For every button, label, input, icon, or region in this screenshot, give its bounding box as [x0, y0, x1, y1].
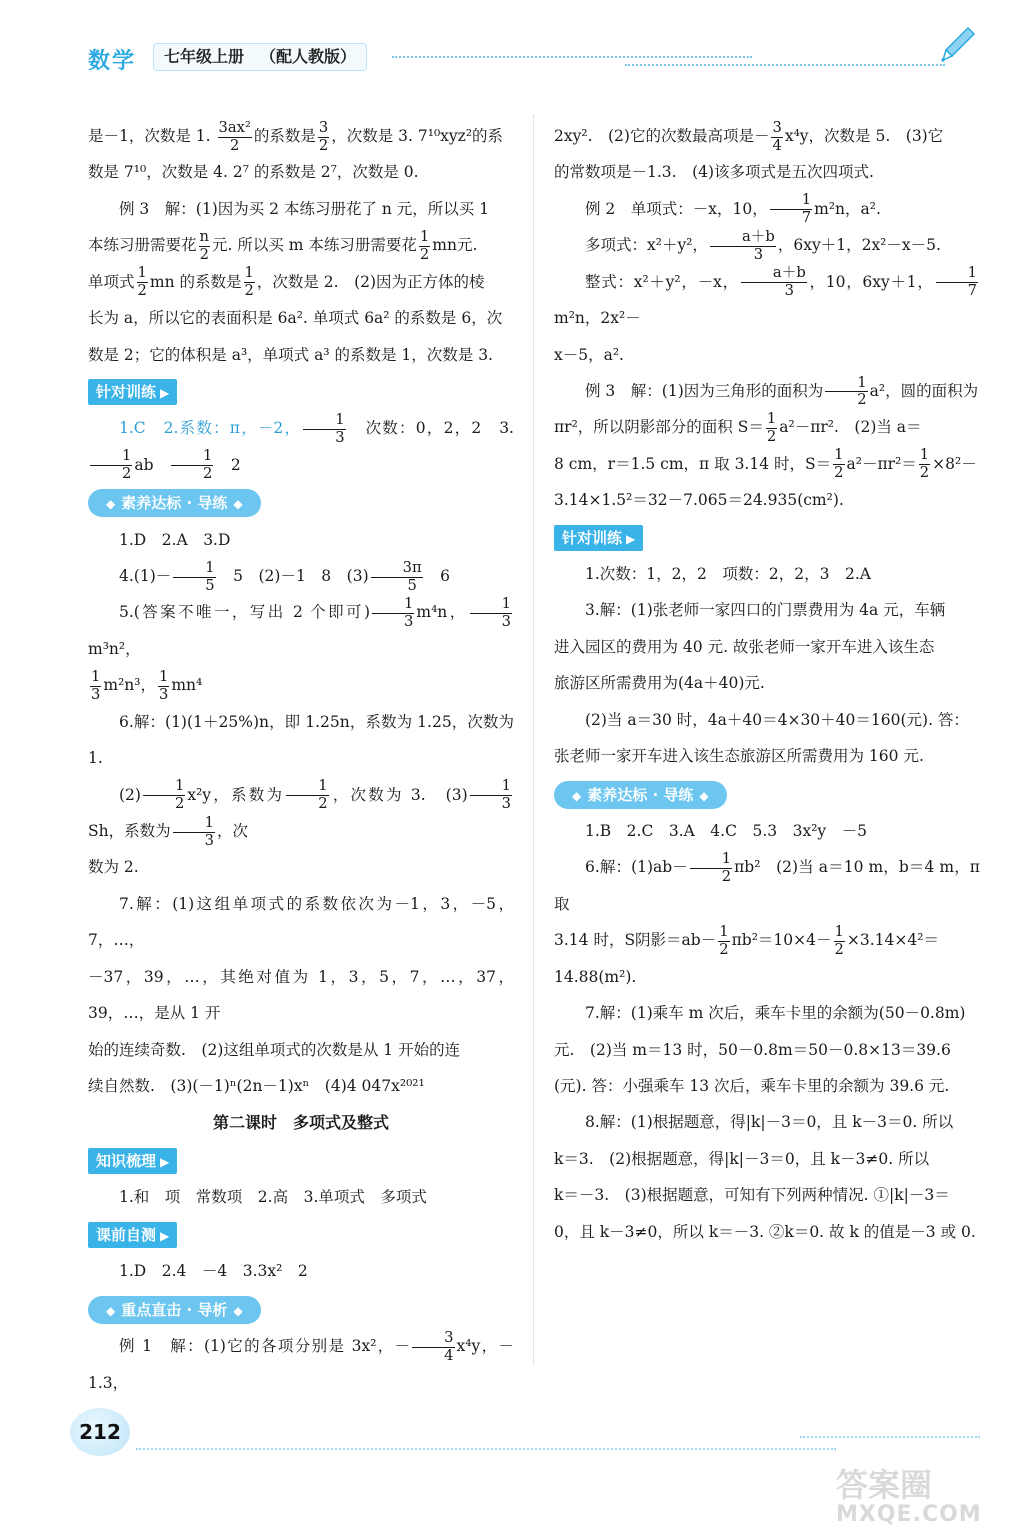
text-run: ，次数是 2. (2)因为正方体的棱	[256, 272, 485, 291]
answer-line: (2)当 a＝30 时，4a＋40＝4×30＋40＝160(元). 答：	[585, 710, 969, 729]
answer-line: 1.和 项 常数项 2.高 3.单项式 多项式	[119, 1188, 427, 1207]
text-run: 5 (2)－1 8 (3)	[217, 567, 369, 586]
denominator: 2	[244, 282, 254, 300]
denominator: 3	[204, 831, 214, 849]
tag-label: 针对训练	[96, 382, 157, 401]
denominator: 3	[91, 685, 101, 703]
example-2-line	[554, 191, 980, 227]
example-3-line	[554, 373, 980, 409]
text-run: mn⁴	[171, 676, 203, 695]
watermark-url: MXQE.COM	[836, 1502, 982, 1528]
text-line	[88, 118, 514, 154]
denominator: 2	[137, 282, 147, 300]
fraction	[173, 815, 215, 850]
text-line: 的常数项是－1.3. (4)该多项式是五次四项式.	[554, 163, 874, 182]
page-number: 212	[70, 1408, 130, 1456]
left-column	[88, 118, 514, 1401]
numerator: 1	[419, 227, 430, 245]
text-run: 多项式：x²＋y²，	[585, 236, 708, 255]
grade-label: 七年级上册	[164, 47, 245, 66]
numerator: a＋b	[710, 229, 776, 247]
numerator: 1	[137, 264, 147, 282]
text-run: m⁴n，	[416, 603, 468, 622]
section-pill-key-points	[88, 1296, 261, 1324]
denominator: 2	[174, 795, 185, 813]
answer-line: 14.88(m²).	[554, 967, 637, 986]
text-run: a²，圆的面积为	[869, 381, 979, 400]
answer-line: 旅游区所需费用为(4a＋40)元.	[554, 674, 765, 693]
numerator: 1	[834, 446, 844, 464]
answer-line: 0，且 k－3≠0，所以 k＝－3. ②k＝0. 故 k 的值是－3 或 0.	[554, 1222, 976, 1241]
numerator: 1	[158, 667, 169, 685]
text-line	[88, 264, 514, 300]
denominator: 2	[318, 795, 328, 813]
text-line: 长为 a，所以它的表面积是 6a². 单项式 6a² 的系数是 6，次	[88, 309, 503, 328]
watermark-logo	[836, 1468, 982, 1527]
text-line: 数是 7¹⁰，次数是 4. 2⁷ 的系数是 2⁷，次数是 0.	[88, 163, 419, 182]
grade-box	[153, 43, 367, 71]
denominator: 2	[919, 464, 930, 482]
fraction	[833, 447, 844, 482]
denominator: 3	[501, 795, 511, 813]
answer-line	[88, 558, 514, 594]
text-line	[88, 227, 514, 263]
denominator: 2	[230, 136, 240, 154]
text-run: 6.解：(1)ab－	[585, 858, 688, 877]
text-line: x－5，a².	[554, 345, 624, 364]
fraction	[690, 851, 732, 886]
text-line	[554, 264, 980, 337]
text-line: 数是 2；它的体积是 a³，单项式 a³ 的系数是 1，次数是 3.	[88, 345, 493, 364]
denominator: 2	[419, 245, 430, 263]
text-run: 是－1，次数是 1.	[88, 127, 211, 145]
diamond-icon: ◆	[233, 497, 243, 512]
numerator: 1	[936, 265, 978, 283]
fraction	[303, 412, 345, 447]
denominator: 3	[335, 428, 345, 446]
numerator: 1	[770, 192, 812, 210]
denominator: 2	[199, 245, 209, 263]
numerator: 1	[244, 264, 254, 282]
text-run: 本练习册需要花	[88, 236, 197, 255]
fraction	[371, 560, 423, 595]
fraction	[936, 265, 978, 300]
text-run: ，次	[216, 822, 248, 841]
text-line	[554, 409, 980, 445]
numerator: 1	[834, 922, 844, 940]
fraction	[286, 778, 328, 813]
answer-line: 数为 2.	[88, 858, 139, 877]
answer-line: k＝－3. (3)根据题意，可知有下列两种情况. ①|k|－3＝	[554, 1186, 950, 1205]
numerator: 1	[91, 667, 101, 685]
section-tag-targeted-training	[554, 525, 643, 551]
text-run: 5.(答案不唯一，写出 2 个即可)	[119, 603, 370, 622]
fraction	[825, 375, 867, 410]
text-run: 例 1 解：(1)它的各项分别是 3x²，－	[119, 1337, 411, 1356]
numerator: 1	[286, 778, 328, 796]
text-run: πr²，所以阴影部分的面积 S＝	[554, 418, 764, 437]
fraction	[741, 265, 807, 300]
answer-line	[88, 594, 514, 667]
text-line	[554, 227, 980, 263]
text-run: (2)	[119, 785, 141, 804]
fraction	[470, 596, 512, 631]
text-run: m²n³，	[103, 676, 156, 695]
pill-label: 重点直击 · 导析	[121, 1300, 228, 1319]
text-run: 2	[215, 455, 241, 474]
denominator: 3	[501, 612, 511, 630]
answer-line: 1.D 2.4 －4 3.3x² 2	[119, 1262, 308, 1281]
answer-line: 7.解：(1)乘车 m 次后，乘车卡里的余额为(50－0.8m)	[585, 1004, 966, 1023]
header-dotted-line	[392, 56, 752, 58]
edition-label: （配人教版）	[260, 47, 357, 66]
fraction	[770, 192, 812, 227]
subject-label: 数学	[88, 49, 137, 74]
answer-line	[554, 922, 980, 958]
text-run: mn 的系数是	[149, 272, 242, 291]
answer-line	[88, 667, 514, 703]
diamond-icon: ◆	[106, 1303, 116, 1318]
answer-line: 续自然数. (3)(－1)ⁿ(2n－1)xⁿ (4)4 047x²⁰²¹	[88, 1076, 425, 1095]
text-run: 3.14 时，S阴影＝ab－	[554, 931, 717, 950]
fraction	[771, 120, 782, 155]
text-line: 3.14×1.5²＝32－7.065＝24.935(cm²).	[554, 491, 844, 510]
text-run: ab	[134, 455, 170, 474]
play-arrow-icon: ▶	[160, 1154, 170, 1169]
answer-line: 元. (2)当 m＝13 时，50－0.8m＝50－0.8×13＝39.6	[554, 1040, 951, 1059]
denominator: 2	[834, 940, 844, 958]
numerator: n	[199, 227, 209, 245]
denominator: 2	[857, 391, 867, 409]
denominator: 2	[719, 940, 729, 958]
denominator: 2	[721, 867, 732, 885]
fraction	[137, 265, 148, 300]
answer-line: 进入园区的费用为 40 元. 故张老师一家开车进入该生态	[554, 637, 935, 656]
right-column	[554, 118, 980, 1250]
text-run: m³n²，	[88, 639, 141, 658]
numerator: a＋b	[741, 265, 807, 283]
denominator: 7	[801, 209, 812, 227]
text-run: πb²＝10×4－	[731, 931, 832, 950]
text-run: 整式：x²＋y²，－x，	[585, 272, 739, 291]
numerator: 1	[173, 815, 215, 833]
text-run: x⁴y，－1.3，	[88, 1337, 514, 1392]
example-3-line: 例 3 解：(1)因为买 2 本练习册花了 n 元，所以买 1	[119, 199, 490, 218]
numerator: 1	[173, 560, 215, 578]
denominator: 2	[766, 427, 777, 445]
answer-line: 1.D 2.A 3.D	[119, 530, 231, 549]
fraction	[372, 596, 414, 631]
text-run: 6	[424, 567, 451, 586]
denominator: 3	[158, 685, 169, 703]
fraction	[218, 120, 252, 155]
answer-line: －37，39，…，其绝对值为 1，3，5，7，…，37，39，…，是从 1 开	[88, 967, 514, 1023]
numerator: 1	[470, 778, 512, 796]
section-tag-pre-class-test	[88, 1222, 177, 1248]
text-run: ×8²－	[932, 454, 977, 473]
text-run: x²y，系数为	[187, 785, 285, 804]
fraction	[143, 778, 185, 813]
column-divider	[533, 115, 534, 1365]
text-run: m²n，2x²－	[554, 309, 641, 328]
denominator: 2	[203, 465, 213, 483]
numerator: 1	[303, 412, 345, 430]
denominator: 4	[444, 1346, 454, 1364]
denominator: 2	[318, 136, 329, 154]
tag-label: 针对训练	[562, 528, 623, 547]
numerator: 1	[766, 409, 777, 427]
watermark-text: 答案圈	[836, 1466, 933, 1504]
text-run: ，6xy＋1，2x²－x－5.	[777, 236, 941, 255]
fraction	[710, 229, 776, 264]
fraction	[199, 229, 210, 264]
text-run: 1.C 2.系数：π，－2，	[119, 419, 302, 438]
fraction	[90, 669, 101, 704]
text-run: m²n，a².	[814, 199, 881, 218]
section-tag-knowledge-review	[88, 1148, 177, 1174]
fraction	[171, 448, 213, 483]
fraction	[244, 265, 255, 300]
fraction	[766, 411, 777, 446]
numerator: 1	[171, 448, 213, 466]
numerator: 3	[412, 1330, 454, 1348]
numerator: 1	[90, 448, 132, 466]
answer-line: (元). 答：小强乘车 13 次后，乘车卡里的余额为 39.6 元.	[554, 1076, 950, 1095]
text-run: 8 cm，r＝1.5 cm，π 取 3.14 时，S＝	[554, 454, 832, 473]
text-run: ×3.14×4²＝	[846, 931, 939, 950]
text-run: ，次数是 3. 7¹⁰xyz²的系	[331, 127, 504, 145]
answer-line: 8.解：(1)根据题意，得|k|－3＝0，且 k－3＝0. 所以	[585, 1113, 954, 1132]
example-1-line	[88, 1328, 514, 1401]
answer-line: 3.解：(1)张老师一家四口的门票费用为 4a 元，车辆	[585, 601, 946, 620]
section-tag-targeted-training	[88, 379, 177, 405]
denominator: 7	[967, 282, 977, 300]
denominator: 2	[122, 465, 132, 483]
numerator: 1	[372, 596, 414, 614]
denominator: 3	[753, 245, 764, 263]
section-pill-literacy-practice	[88, 489, 261, 517]
fraction	[419, 229, 430, 264]
numerator: 1	[470, 596, 512, 614]
text-line	[554, 118, 980, 154]
text-run: 单项式	[88, 272, 135, 291]
diamond-icon: ◆	[233, 1303, 243, 1318]
answer-line	[554, 849, 980, 922]
text-run: 例 2 单项式：－x，10，	[585, 199, 768, 218]
footer-dotted-line	[136, 1448, 836, 1450]
section-pill-literacy-practice	[554, 781, 727, 809]
fraction	[412, 1330, 454, 1365]
fraction	[318, 120, 329, 155]
fraction	[718, 924, 729, 959]
answer-line: 6.解：(1)(1＋25%)n，即 1.25n，系数为 1.25，次数为 1.	[88, 712, 514, 768]
denominator: 2	[834, 464, 844, 482]
numerator: 1	[143, 778, 185, 796]
answer-line: 1.B 2.C 3.A 4.C 5.3 3x²y －5	[585, 822, 868, 841]
numerator: 3ax²	[218, 118, 251, 136]
diamond-icon: ◆	[572, 788, 582, 803]
page-header	[0, 0, 1020, 80]
section-title: 第二课时 多项式及整式	[212, 1113, 389, 1133]
text-run: 4.(1)－	[119, 567, 172, 586]
text-run: 2xy². (2)它的次数最高项是－	[554, 127, 770, 145]
fraction	[158, 669, 169, 704]
header-dotted-line-lower	[625, 64, 945, 66]
play-arrow-icon: ▶	[160, 385, 170, 400]
pill-label: 素养达标 · 导练	[121, 494, 228, 513]
tag-label: 知识梳理	[96, 1151, 157, 1170]
text-run: 例 3 解：(1)因为三角形的面积为	[585, 381, 824, 400]
play-arrow-icon: ▶	[160, 1228, 170, 1243]
play-arrow-icon: ▶	[626, 531, 636, 546]
numerator: 3	[318, 118, 329, 136]
text-run: x⁴y，次数是 5. (3)它	[784, 127, 944, 145]
answer-line	[88, 777, 514, 850]
diamond-icon: ◆	[106, 497, 116, 512]
numerator: 1	[825, 375, 867, 393]
tag-label: 课前自测	[96, 1225, 157, 1244]
answer-line: 1.次数：1，2，2 项数：2，2，3 2.A	[585, 565, 871, 584]
diamond-icon: ◆	[699, 788, 709, 803]
text-run: a²－πr². (2)当 a＝	[779, 418, 922, 437]
numerator: 3	[772, 118, 782, 136]
answer-line: 始的连续奇数. (2)这组单项式的次数是从 1 开始的连	[88, 1040, 461, 1059]
denominator: 3	[404, 612, 414, 630]
text-run: 元. 所以买 m 本练习册需要花	[212, 236, 417, 255]
footer-dotted-line-right	[800, 1436, 980, 1438]
text-run: 次数：0，2，2 3.	[347, 419, 514, 438]
numerator: 1	[690, 851, 732, 869]
answer-line: 张老师一家开车进入该生态旅游区所需费用为 160 元.	[554, 747, 924, 766]
text-run: a²－πr²＝	[846, 454, 917, 473]
pen-icon	[938, 24, 978, 68]
denominator: 4	[772, 136, 782, 154]
answer-line	[88, 410, 514, 483]
numerator: 1	[919, 446, 930, 464]
answer-line: 7.解：(1)这组单项式的系数依次为－1，3，－5，7，…，	[88, 894, 514, 950]
fraction	[90, 448, 132, 483]
denominator: 3	[784, 282, 794, 300]
text-run: Sh，系数为	[88, 822, 171, 841]
denominator: 5	[407, 576, 417, 594]
text-line	[554, 446, 980, 482]
fraction	[470, 778, 512, 813]
denominator: 5	[205, 576, 215, 594]
fraction	[834, 924, 845, 959]
pill-label: 素养达标 · 导练	[587, 785, 694, 804]
text-run: mn元.	[432, 236, 478, 255]
numerator: 3π	[371, 560, 423, 578]
fraction	[173, 560, 215, 595]
text-run: 的系数是	[253, 127, 316, 145]
text-run: πb² (2)当 a＝10 m，b＝4 m，π 取	[554, 858, 980, 913]
text-run: ，次数为 3. (3)	[330, 785, 468, 804]
fraction	[919, 447, 930, 482]
text-run: ，10，6xy＋1，	[808, 272, 934, 291]
answer-line: k＝3. (2)根据题意，得|k|－3＝0，且 k－3≠0. 所以	[554, 1149, 930, 1168]
numerator: 1	[719, 922, 729, 940]
